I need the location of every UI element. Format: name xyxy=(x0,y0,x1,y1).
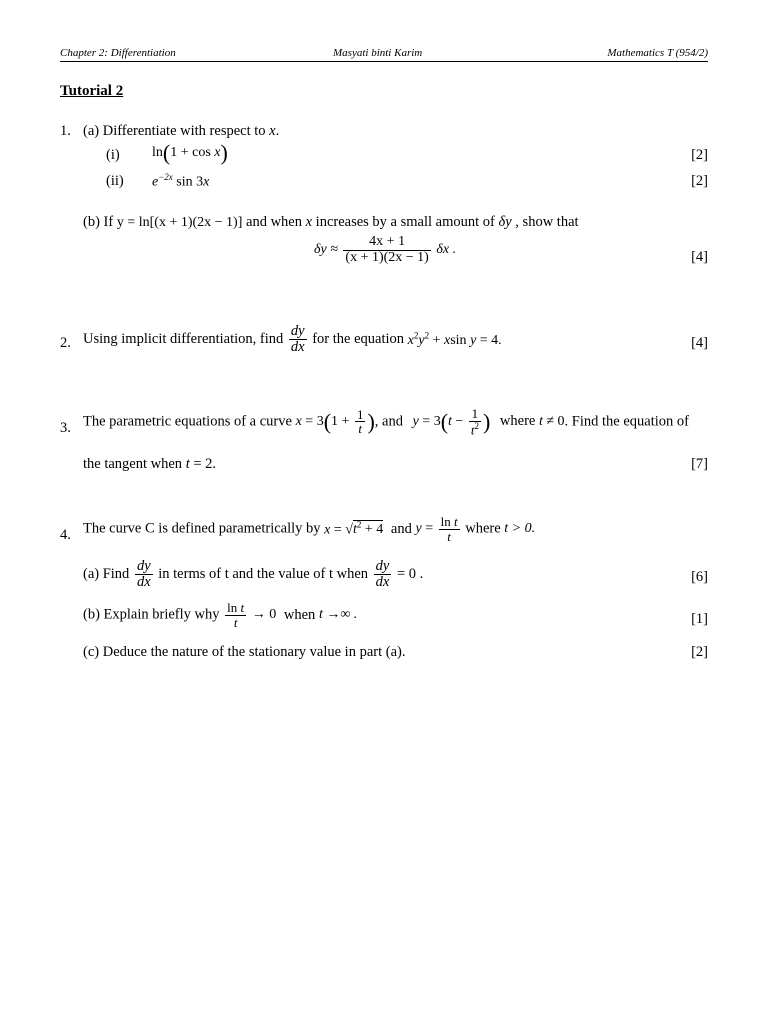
q4-y-equation: y = $\frac{\text{ln t}}{t}$ xyxy=(415,514,458,544)
page-title: Tutorial 2 xyxy=(60,83,124,99)
q4a-mark: [6] xyxy=(691,569,708,585)
q1aii-label: (ii) xyxy=(106,173,124,189)
q1aii-mark: [2] xyxy=(691,173,708,189)
q4-x-equation: $x = √t^2 + 4$ xyxy=(324,519,384,538)
q4a-text: (a) Find $\frac{dy}{dx}$ in terms of t and the value of t when $\frac{dy}{dx}$ = 0 . xyxy=(83,558,424,591)
q1-number: 1. xyxy=(60,123,71,139)
q4c-text: (c) Deduce the nature of the stationary value in part (a). xyxy=(83,644,406,660)
q3-text: The parametric equations of a curve x = 3(1 + $\frac{1}{t}$ ), and y = 3(t − $\frac{1}{t^2}$ ) where t ≠ 0. Find the equation of xyxy=(83,406,689,437)
q1b-function: y = ln[(x + 1)(2x − 1)] xyxy=(116,215,243,230)
q1ai-mark: [2] xyxy=(691,147,708,163)
header-subject: Mathematics T (954/2) xyxy=(607,47,708,59)
q1b-text: (b) If y = ln[(x + 1)(2x − 1)] and when x increases by a small amount of δy , show that xyxy=(83,214,579,230)
q4-text: The curve C is defined parametrically by $x = √t^2 + 4$ and y = $\frac{\text{ln t}}{t}$ where t > 0. xyxy=(83,514,536,544)
q1b-mark: [4] xyxy=(691,249,708,265)
q2-text: Using implicit differentiation, find $\frac{dy}{dx}$ for the equation $x^2y^2 + xsin$ y = 4. xyxy=(83,323,502,356)
q1b-result-formula: δy ≈ $\frac{4x + 1}{(x + 1)(2x - 1)}$ δx . xyxy=(314,234,457,265)
header-chapter: Chapter 2: Differentiation xyxy=(60,47,176,59)
q2-equation: $x^2y^2 + xsin$ y = 4. xyxy=(407,330,502,349)
q1ai-label: (i) xyxy=(106,147,120,163)
q1ai-expression: ln(1 + cos x) xyxy=(152,139,228,165)
q1a-text: (a) Differentiate with respect to x. xyxy=(83,123,280,139)
header-rule xyxy=(60,61,708,62)
header-author: Masyati binti Karim xyxy=(333,47,423,59)
q4b-text: (b) Explain briefly why $\frac{\text{ln t}}{t}$ → 0 when t →∞ . xyxy=(83,600,358,630)
q4c-mark: [2] xyxy=(691,644,708,660)
q3-x-equation: x = 3(1 + $\frac{1}{t}$ ) xyxy=(295,406,375,437)
q4b-mark: [1] xyxy=(691,611,708,627)
q3-y-equation: y = 3(t − $\frac{1}{t^2}$ ) xyxy=(412,406,491,437)
q2-number: 2. xyxy=(60,335,71,351)
q3-number: 3. xyxy=(60,420,71,436)
q3-mark: [7] xyxy=(691,456,708,472)
q3-text-line2: the tangent when t = 2. xyxy=(83,456,217,472)
q2-mark: [4] xyxy=(691,335,708,351)
q1aii-expression: $e^{-2x}$ sin 3x xyxy=(152,172,210,190)
q4-number: 4. xyxy=(60,527,71,543)
